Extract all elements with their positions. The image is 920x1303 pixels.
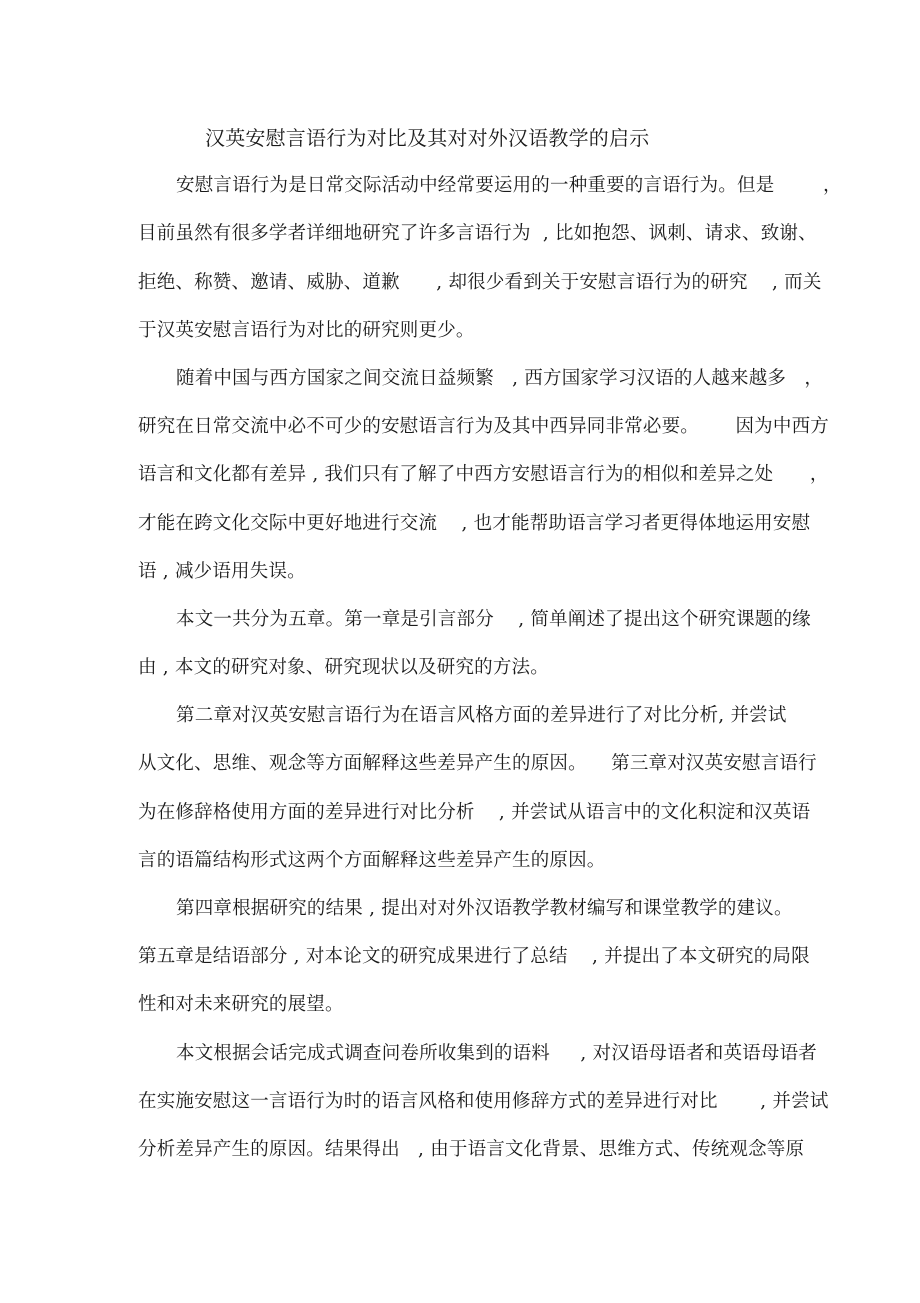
- paragraph-3: [0, 596, 920, 692]
- document-page: [0, 114, 920, 1174]
- text-line: 本文根据会话完成式调查问卷所收集到的语料 , 对汉语母语者和英语母语者: [176, 1042, 817, 1064]
- text-line: 在实施安慰这一言语行为时的语言风格和使用修辞方式的差异进行对比 , 并尝试: [138, 1090, 829, 1112]
- text-line: 拒绝、称赞、邀请、威胁、道歉 , 却很少看到关于安慰言语行为的研究 , 而关: [138, 271, 822, 293]
- text-line: 从文化、思维、观念等方面解释这些差异产生的原因。 第三章对汉英安慰言语行: [138, 753, 817, 775]
- text-line: 研究在日常交流中必不可少的安慰语言行为及其中西异同非常必要。 因为中西方: [138, 416, 829, 438]
- text-line: 性和对未来研究的展望。: [138, 994, 344, 1016]
- text-line: 于汉英安慰言语行为对比的研究则更少。: [138, 319, 475, 341]
- text-line: 第五章是结语部分 , 对本论文的研究成果进行了总结 , 并提出了本文研究的局限: [138, 946, 810, 968]
- paragraph-4: [0, 692, 920, 885]
- text-line: 言的语篇结构形式这两个方面解释这些差异产生的原因。: [138, 849, 606, 871]
- paragraph-5: [0, 885, 920, 1030]
- text-line: 语言和文化都有差异 , 我们只有了解了中西方安慰语言行为的相似和差异之处 ，: [138, 464, 829, 486]
- text-line: 语 , 减少语用失误。: [138, 560, 306, 582]
- text-line: 随着中国与西方国家之间交流日益频繁 , 西方国家学习汉语的人越来越多 ，: [176, 367, 824, 389]
- text-line: 第四章根据研究的结果 , 提出对对外汉语教学教材编写和课堂教学的建议。: [176, 898, 793, 919]
- paragraph-6: [0, 1030, 920, 1175]
- paragraph-2: [0, 355, 920, 596]
- text-line: 安慰言语行为是日常交际活动中经常要运用的一种重要的言语行为。但是 ，: [176, 175, 842, 197]
- text-line: 为在修辞格使用方面的差异进行对比分析 , 并尝试从语言中的文化积淀和汉英语: [138, 801, 811, 823]
- text-line: 第二章对汉英安慰言语行为在语言风格方面的差异进行了对比分析, 并尝试: [176, 705, 787, 727]
- text-line: 目前虽然有很多学者详细地研究了许多言语行为 , 比如抱怨、讽刺、请求、致谢、: [138, 223, 817, 245]
- text-line: 才能在跨文化交际中更好地进行交流 , 也才能帮助语言学习者更得体地运用安慰: [138, 512, 811, 534]
- paragraph-1: [0, 162, 920, 355]
- document-title: 汉英安慰言语行为对比及其对对外汉语教学的启示: [205, 126, 650, 150]
- text-line: 分析差异产生的原因。结果得出 , 由于语言文化背景、思维方式、传统观念等原: [138, 1138, 805, 1160]
- text-line: 由 , 本文的研究对象、研究现状以及研究的方法。: [138, 657, 549, 679]
- text-line: 本文一共分为五章。第一章是引言部分 , 简单阐述了提出这个研究课题的缘: [176, 608, 811, 630]
